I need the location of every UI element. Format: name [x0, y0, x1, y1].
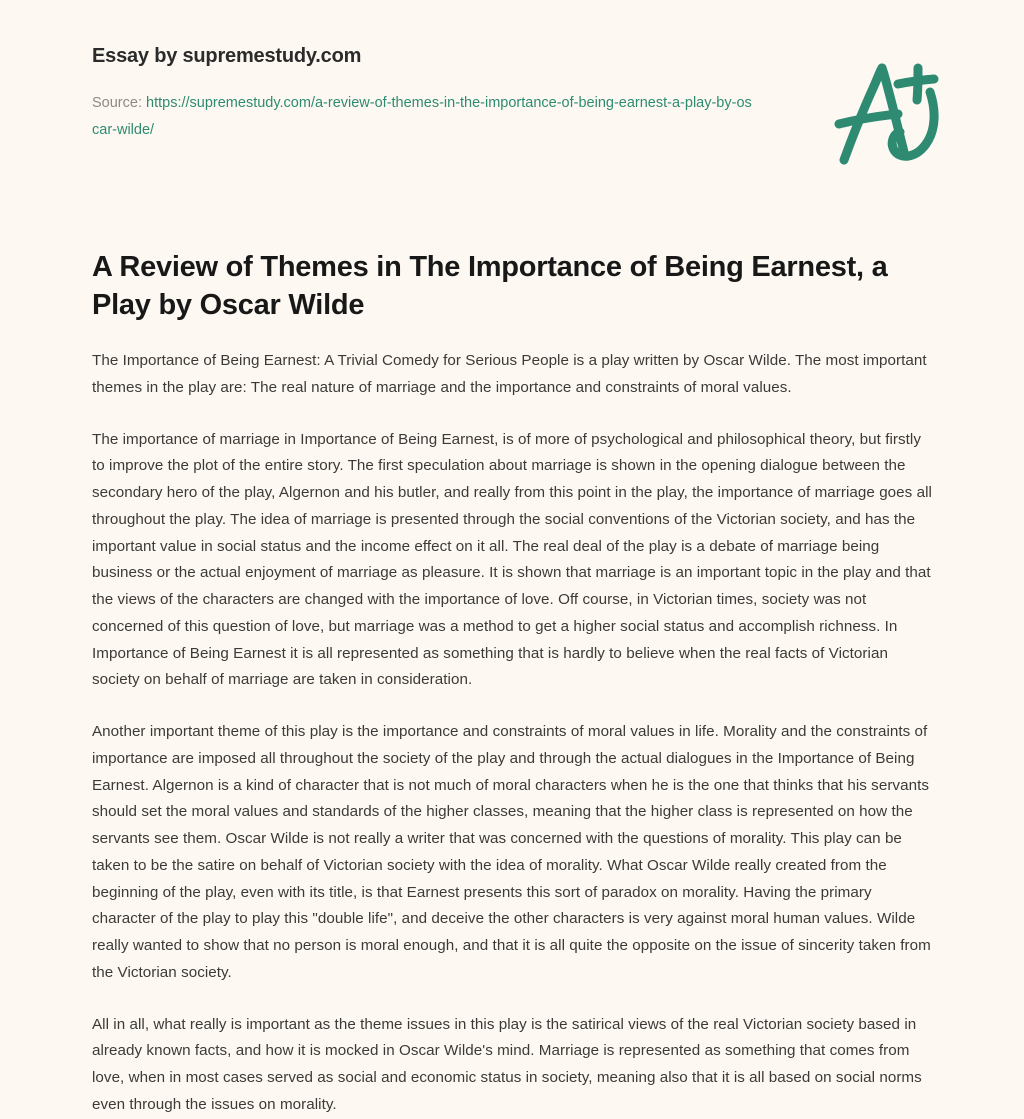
byline: Essay by supremestudy.com — [92, 45, 362, 67]
paragraph: All in all, what really is important as the theme issues in this play is the satirical views of the real Victorian society based in already known facts, and how it is mocked in Oscar Wilde's mind. Marriage is represented as something that comes from love, when in most cases served as social and economic status in society, meaning also that it is all based on social norms even through the issues on morality. — [92, 1015, 922, 1113]
page-title: A Review of Themes in The Importance of Being Earnest, a Play by Oscar Wilde — [92, 251, 888, 322]
source-line — [92, 90, 752, 144]
source-label: Source: — [92, 95, 142, 111]
paragraph: Another important theme of this play is the importance and constraints of moral values in life. Morality and the constraints of importance are imposed all throughout the society of the play and through the actual dialogues in the Importance of Being Earnest. Algernon is a kind of character that is not much of moral characters when he is the one that thinks that his servants should set the moral values and standards of the higher classes, meaning that the higher class is represented on how the servants see them. Oscar Wilde is not really a writer that was concerned with the questions of morality. This play can be taken to be the satire on behalf of Victorian society with the idea of morality. What Oscar Wilde really created from the beginning of the play, even with its title, is that Earnest presents this sort of paradox on morality. Having the primary character of the play to play this "double life", and deceive the other characters is very against moral human values. Wilde really wanted to show that no person is moral enough, and that it is all quite the opposite on the issue of sincerity taken from the Victorian society. — [92, 723, 931, 981]
paragraph: The Importance of Being Earnest: A Trivial Comedy for Serious People is a play written by Oscar Wilde. The most important themes in the play are: The real nature of marriage and the importance and constraints of moral values. — [92, 352, 927, 396]
source-url-link[interactable]: https://supremestudy.com/a-review-of-themes-in-the-importance-of-being-earnest-a-play-by-oscar-wilde/ — [92, 95, 752, 138]
paragraph: The importance of marriage in Importance of Being Earnest, is of more of psychological and philosophical theory, but firstly to improve the plot of the entire story. The first speculation about marriage is shown in the opening dialogue between the secondary hero of the play, Algernon and his butler, and really from this point in the play, the importance of marriage goes all throughout the play. The idea of marriage is presented through the social conventions of the Victorian society, and has the important value in social status and the income effect on it all. The real deal of the play is a debate of marriage being business or the actual enjoyment of marriage as pleasure. It is shown that marriage is an important topic in the play and that the views of the characters are changed with the importance of love. Off course, in Victorian times, society was not concerned of this question of love, but marriage was a method to get a higher social status and accomplish richness. In Importance of Being Earnest it is all represented as something that is hardly to believe when the real facts of Victorian society on behalf of marriage are taken in consideration. — [92, 430, 932, 689]
document-header — [92, 44, 752, 144]
essay-body — [92, 348, 932, 1119]
a-plus-logo-icon — [822, 52, 950, 170]
